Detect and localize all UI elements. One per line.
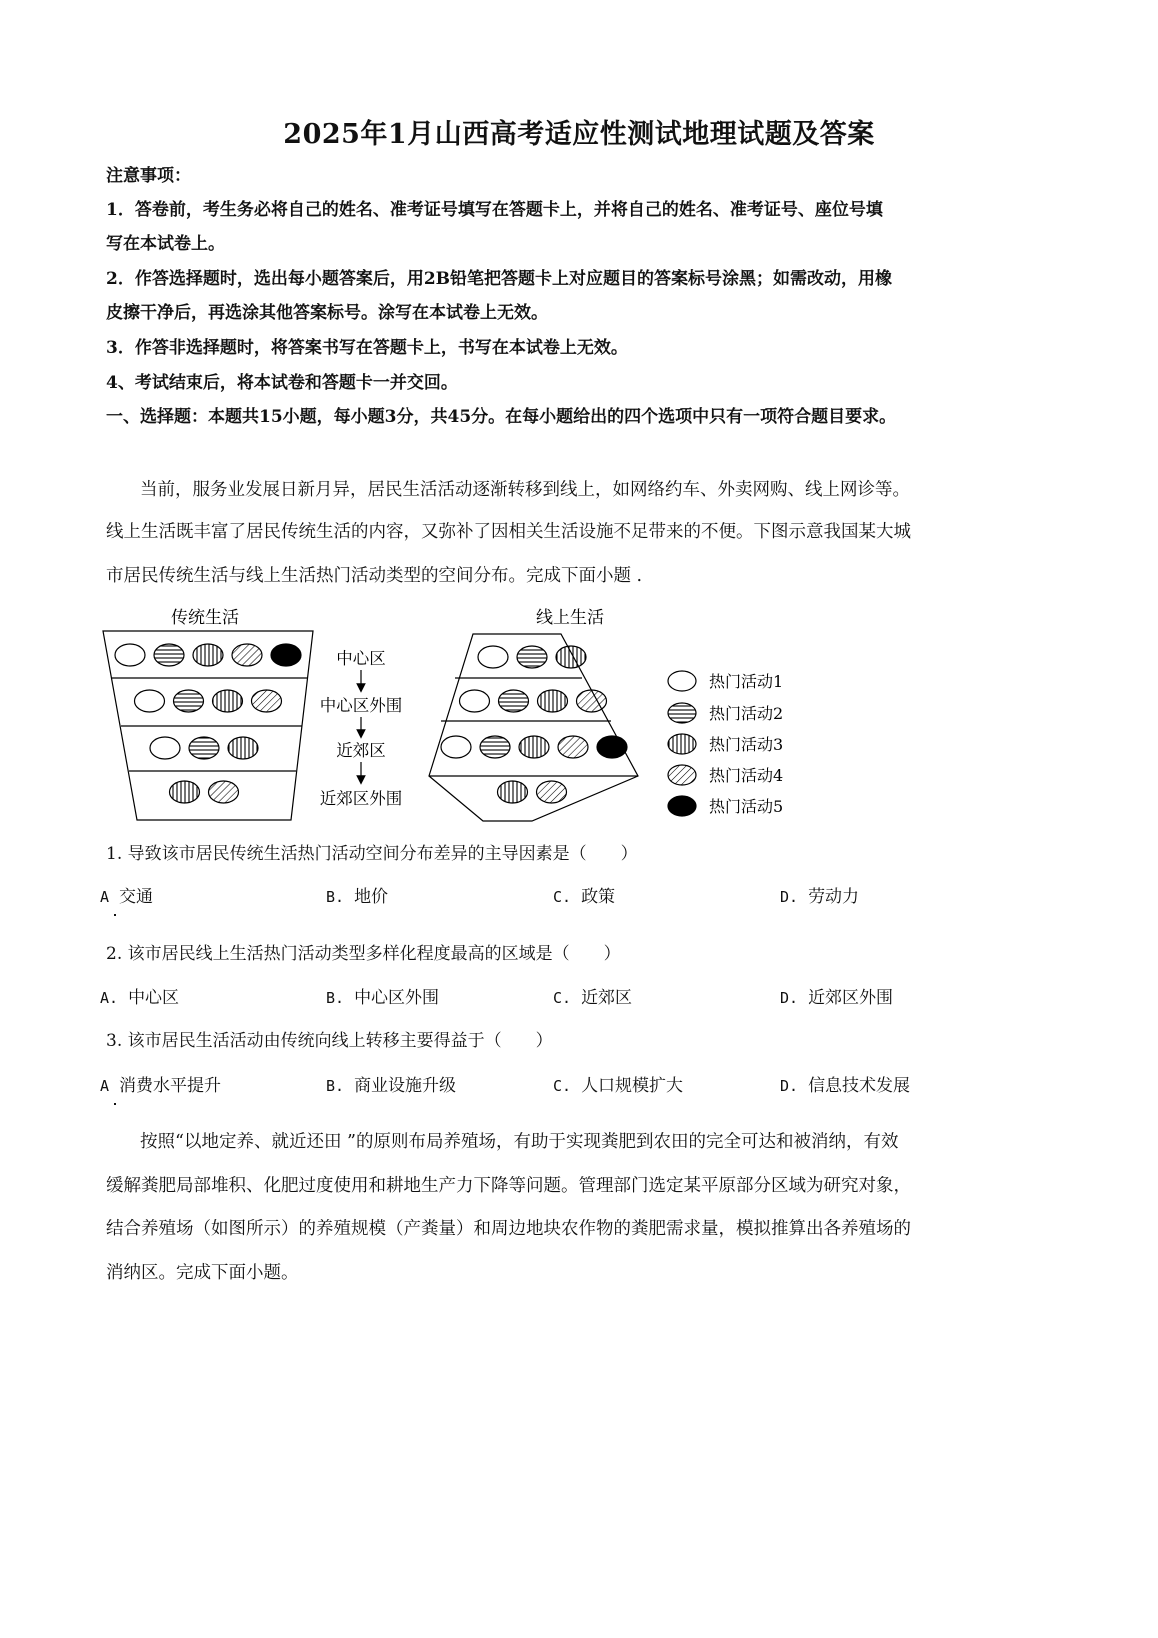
passage-line: 结合养殖场（如图所示）的养殖规模（产粪量）和周边地块农作物的粪肥需求量，模拟推算出各养殖场的 (106, 1219, 911, 1239)
activity-oval-2 (499, 690, 529, 712)
legend-oval-3 (668, 734, 696, 754)
option-a[interactable]: A 交通 (100, 887, 154, 907)
activity-oval-1 (441, 736, 471, 758)
passage-line: 当前，服务业发展日新月异，居民生活活动逐渐转移到线上，如网络约车、外卖网购、线上网诊等。 (140, 480, 910, 500)
activity-oval-4 (232, 644, 262, 666)
option-b[interactable]: B. 地价 (326, 887, 389, 907)
notice-heading: 注意事项： (106, 166, 191, 186)
passage-line: 消纳区。完成下面小题。 (106, 1263, 299, 1283)
option-d[interactable]: D. 近郊区外围 (780, 988, 894, 1008)
option-b[interactable]: B. 商业设施升级 (326, 1076, 457, 1096)
notice-item: 皮擦干净后，再选涂其他答案标号。涂写在本试卷上无效。 (106, 303, 548, 323)
activity-oval-2 (154, 644, 184, 666)
option-dot (114, 914, 116, 916)
legend-label: 热门活动4 (709, 766, 784, 785)
activity-oval-5 (597, 736, 627, 758)
notice-item: 2．作答选择题时，选出每小题答案后，用2B铅笔把答题卡上对应题目的答案标号涂黑；如需改动，用橡 (106, 269, 893, 289)
legend-oval-4 (668, 765, 696, 785)
activity-oval-3 (498, 781, 528, 803)
question-stem: 2. 该市居民线上生活热门活动类型多样化程度最高的区域是（ ） (106, 944, 621, 964)
passage-line: 市居民传统生活与线上生活热门活动类型的空间分布。完成下面小题 . (106, 566, 643, 586)
legend-label: 热门活动1 (709, 672, 784, 691)
notice-item: 写在本试卷上。 (106, 234, 225, 254)
zone-label: 近郊区外围 (319, 789, 403, 808)
option-c[interactable]: C. 政策 (553, 887, 616, 907)
activity-oval-2 (480, 736, 510, 758)
option-a[interactable]: A 消费水平提升 (100, 1076, 222, 1096)
online-life-label: 线上生活 (536, 608, 604, 628)
passage-line: 按照“以地定养、就近还田 ”的原则布局养殖场，有助于实现粪肥到农田的完全可达和被消纳，有效 (140, 1132, 899, 1152)
activity-oval-1 (135, 690, 165, 712)
notice-item: 1．答卷前，考生务必将自己的姓名、准考证号填写在答题卡上，并将自己的姓名、准考证号、座位号填 (106, 200, 883, 220)
question-stem: 3. 该市居民生活活动由传统向线上转移主要得益于（ ） (106, 1031, 553, 1051)
legend-label: 热门活动5 (709, 797, 784, 816)
passage-line: 线上生活既丰富了居民传统生活的内容，又弥补了因相关生活设施不足带来的不便。下图示意我国某大城 (106, 522, 911, 542)
activity-oval-1 (115, 644, 145, 666)
passage-line: 缓解粪肥局部堆积、化肥过度使用和耕地生产力下降等问题。管理部门选定某平原部分区域为研究对象， (106, 1176, 911, 1196)
question-stem: 1. 导致该市居民传统生活热门活动空间分布差异的主导因素是（ ） (106, 844, 638, 864)
legend-label: 热门活动3 (709, 735, 784, 754)
option-b[interactable]: B. 中心区外围 (326, 988, 440, 1008)
option-d[interactable]: D. 信息技术发展 (780, 1076, 911, 1096)
option-a[interactable]: A. 中心区 (100, 988, 180, 1008)
option-d[interactable]: D. 劳动力 (780, 887, 860, 907)
activity-oval-3 (228, 737, 258, 759)
option-c[interactable]: C. 人口规模扩大 (553, 1076, 684, 1096)
activity-oval-5 (271, 644, 301, 666)
section-heading: 一、选择题：本题共15小题，每小题3分，共45分。在每小题给出的四个选项中只有一项符合题目要求。 (106, 407, 897, 427)
legend-label: 热门活动2 (709, 704, 784, 723)
page-title: 2025年1月山西高考适应性测试地理试题及答案 (283, 119, 875, 150)
activity-oval-3 (170, 781, 200, 803)
activity-oval-1 (150, 737, 180, 759)
option-c[interactable]: C. 近郊区 (553, 988, 633, 1008)
activity-oval-4 (252, 690, 282, 712)
zone-label: 中心区 (336, 649, 386, 668)
activity-oval-4 (558, 736, 588, 758)
activity-oval-3 (213, 690, 243, 712)
legend (668, 671, 783, 816)
activity-oval-4 (577, 690, 607, 712)
activity-oval-2 (174, 690, 204, 712)
activity-distribution-figure (95, 600, 815, 830)
activity-oval-2 (189, 737, 219, 759)
legend-oval-2 (668, 703, 696, 723)
activity-oval-2 (517, 646, 547, 668)
activity-oval-4 (537, 781, 567, 803)
zone-label: 近郊区 (336, 741, 386, 760)
activity-oval-3 (519, 736, 549, 758)
traditional-life-label: 传统生活 (171, 608, 239, 628)
legend-oval-1 (668, 671, 696, 691)
zone-label: 中心区外围 (319, 696, 403, 715)
activity-oval-3 (538, 690, 568, 712)
option-dot (114, 1103, 116, 1105)
zone-flow (320, 649, 403, 808)
activity-oval-3 (193, 644, 223, 666)
notice-item: 4、考试结束后，将本试卷和答题卡一并交回。 (106, 373, 458, 393)
activity-oval-4 (209, 781, 239, 803)
activity-oval-3 (556, 646, 586, 668)
activity-oval-1 (460, 690, 490, 712)
notice-item: 3．作答非选择题时，将答案书写在答题卡上，书写在本试卷上无效。 (106, 338, 628, 358)
activity-oval-1 (478, 646, 508, 668)
legend-oval-5 (668, 796, 696, 816)
